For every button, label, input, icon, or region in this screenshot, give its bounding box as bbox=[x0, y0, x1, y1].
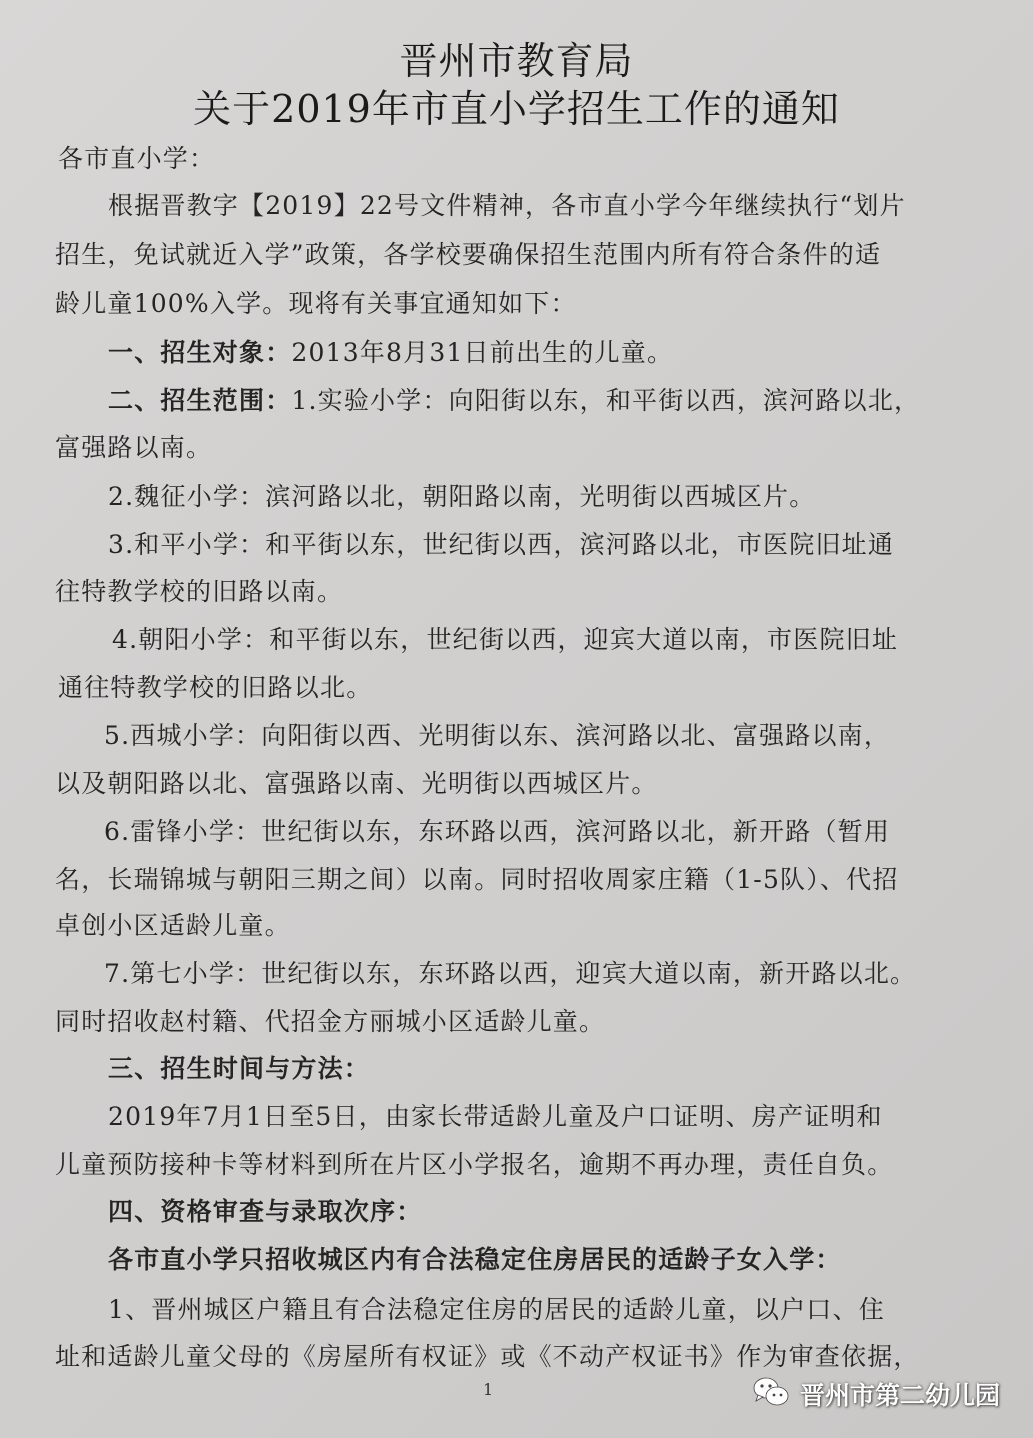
school-range: 3.和平小学：和平街以东，世纪街以西，滨河路以北，市医院旧址通 bbox=[108, 530, 895, 559]
school-range: 同时招收赵村籍、代招金方丽城小区适龄儿童。 bbox=[55, 1007, 606, 1036]
intro-line: 龄儿童100%入学。现将有关事宜通知如下： bbox=[55, 289, 577, 318]
section-text: 1.实验小学：向阳街以东，和平街以西，滨河路以北， bbox=[291, 386, 921, 415]
section-heading: 四、资格审查与录取次序： bbox=[108, 1197, 423, 1226]
section-two bbox=[108, 381, 920, 417]
school-range: 6.雷锋小学：世纪街以东，东环路以西，滨河路以北，新开路（暂用 bbox=[104, 817, 891, 846]
school-range: 卓创小区适龄儿童。 bbox=[55, 911, 291, 940]
section-text: 富强路以南。 bbox=[55, 433, 213, 462]
wechat-icon bbox=[752, 1375, 790, 1413]
section-text: 2019年7月1日至5日，由家长带适龄儿童及户口证明、房产证明和 bbox=[108, 1102, 883, 1131]
section-heading: 二、招生范围： bbox=[108, 386, 292, 415]
section-text: 1、晋州城区户籍且有合法稳定住房的居民的适龄儿童，以户口、住 bbox=[108, 1295, 885, 1324]
section-heading: 三、招生时间与方法： bbox=[108, 1054, 371, 1083]
section-heading: 一、招生对象： bbox=[108, 338, 292, 367]
intro-line: 招生，免试就近入学”政策，各学校要确保招生范围内所有符合条件的适 bbox=[55, 240, 882, 269]
section-text: 2013年8月31日前出生的儿童。 bbox=[291, 338, 674, 367]
notice-title: 关于2019年市直小学招生工作的通知 bbox=[193, 87, 840, 131]
school-range: 往特教学校的旧路以南。 bbox=[55, 577, 344, 606]
section-text: 各市直小学只招收城区内有合法稳定住房居民的适龄子女入学： bbox=[108, 1245, 842, 1274]
watermark-account: 晋州市第二幼儿园 bbox=[800, 1381, 1001, 1410]
page-number: 1 bbox=[483, 1380, 494, 1399]
section-text: 址和适龄儿童父母的《房屋所有权证》或《不动产权证书》作为审查依据， bbox=[55, 1342, 920, 1371]
school-range: 7.第七小学：世纪街以东，东环路以西，迎宾大道以南，新开路以北。 bbox=[104, 959, 917, 988]
section-text: 儿童预防接种卡等材料到所在片区小学报名，逾期不再办理，责任自负。 bbox=[55, 1150, 894, 1179]
salutation: 各市直小学： bbox=[58, 144, 216, 173]
school-range: 通往特教学校的旧路以北。 bbox=[58, 673, 373, 702]
school-range: 名，长瑞锦城与朝阳三期之间）以南。同时招收周家庄籍（1-5队）、代招 bbox=[55, 865, 899, 894]
section-one bbox=[108, 333, 673, 369]
issuer-title: 晋州市教育局 bbox=[399, 39, 634, 83]
intro-line: 根据晋教字【2019】22号文件精神，各市直小学今年继续执行“划片 bbox=[108, 191, 906, 220]
school-range: 以及朝阳路以北、富强路以南、光明街以西城区片。 bbox=[55, 769, 658, 798]
school-range: 5.西城小学：向阳街以西、光明街以东、滨河路以北、富强路以南， bbox=[104, 721, 891, 750]
school-range: 2.魏征小学：滨河路以北，朝阳路以南，光明街以西城区片。 bbox=[108, 482, 816, 511]
wechat-watermark bbox=[752, 1372, 1000, 1416]
school-range: 4.朝阳小学：和平街以东，世纪街以西，迎宾大道以南，市医院旧址 bbox=[112, 625, 899, 654]
